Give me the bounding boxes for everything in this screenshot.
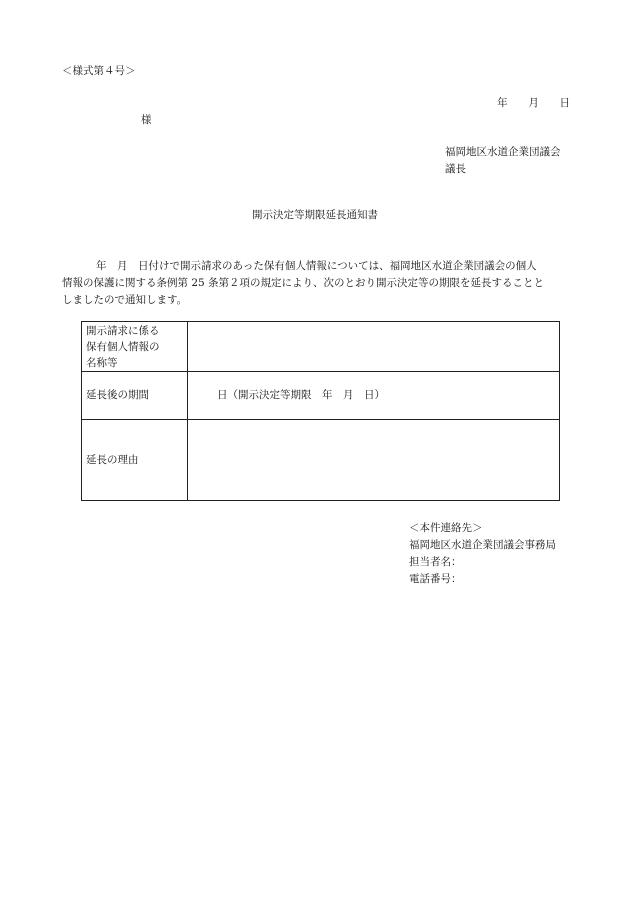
contact-office: 福岡地区水道企業団議会事務局 [409, 539, 556, 551]
document-title: 開示決定等期限延長通知書 [252, 209, 378, 221]
contact-person-label: 担当者名： [409, 556, 462, 568]
body-line-1: 年 月 日付けで開示請求のあった保有個人情報については、福岡地区水道企業団議会の個人 [96, 260, 537, 272]
extended-period-value[interactable]: 日（開示決定等期限 年 月 日） [188, 372, 560, 420]
table-row-extended-period [82, 372, 560, 420]
extension-reason-label: 延長の理由 [82, 420, 188, 501]
date-day-label: 日 [559, 97, 570, 109]
date-year-label: 年 [497, 97, 508, 109]
contact-phone-label: 電話番号： [409, 573, 462, 585]
info-name-label-line-1: 開示請求に係る [86, 324, 160, 337]
extension-info-table [81, 321, 560, 501]
date-line [497, 98, 570, 109]
info-name-value[interactable] [188, 322, 560, 372]
addressee-suffix: 様 [141, 114, 152, 126]
sender-block [445, 147, 561, 180]
body-line-3: しましたので通知します。 [62, 294, 188, 306]
sender-organization: 福岡地区水道企業団議会 [445, 146, 561, 158]
contact-heading: ＜本件連絡先＞ [409, 522, 483, 534]
table-row-extension-reason [82, 420, 560, 501]
table-row-info-name [82, 322, 560, 372]
extended-period-label: 延長後の期間 [82, 372, 188, 420]
extension-reason-value[interactable] [188, 420, 560, 501]
info-name-label-line-3: 名称等 [86, 356, 118, 369]
body-paragraph [62, 258, 574, 309]
info-name-label-line-2: 保有個人情報の [86, 340, 160, 353]
form-number: ＜様式第４号＞ [62, 65, 136, 77]
sender-position: 議長 [445, 162, 466, 175]
contact-block [409, 520, 556, 588]
body-line-2: 情報の保護に関する条例第 25 条第２項の規定により、次のとおり開示決定等の期限を延長することと [62, 277, 545, 289]
info-name-label [82, 322, 188, 372]
date-month-label: 月 [528, 97, 539, 109]
